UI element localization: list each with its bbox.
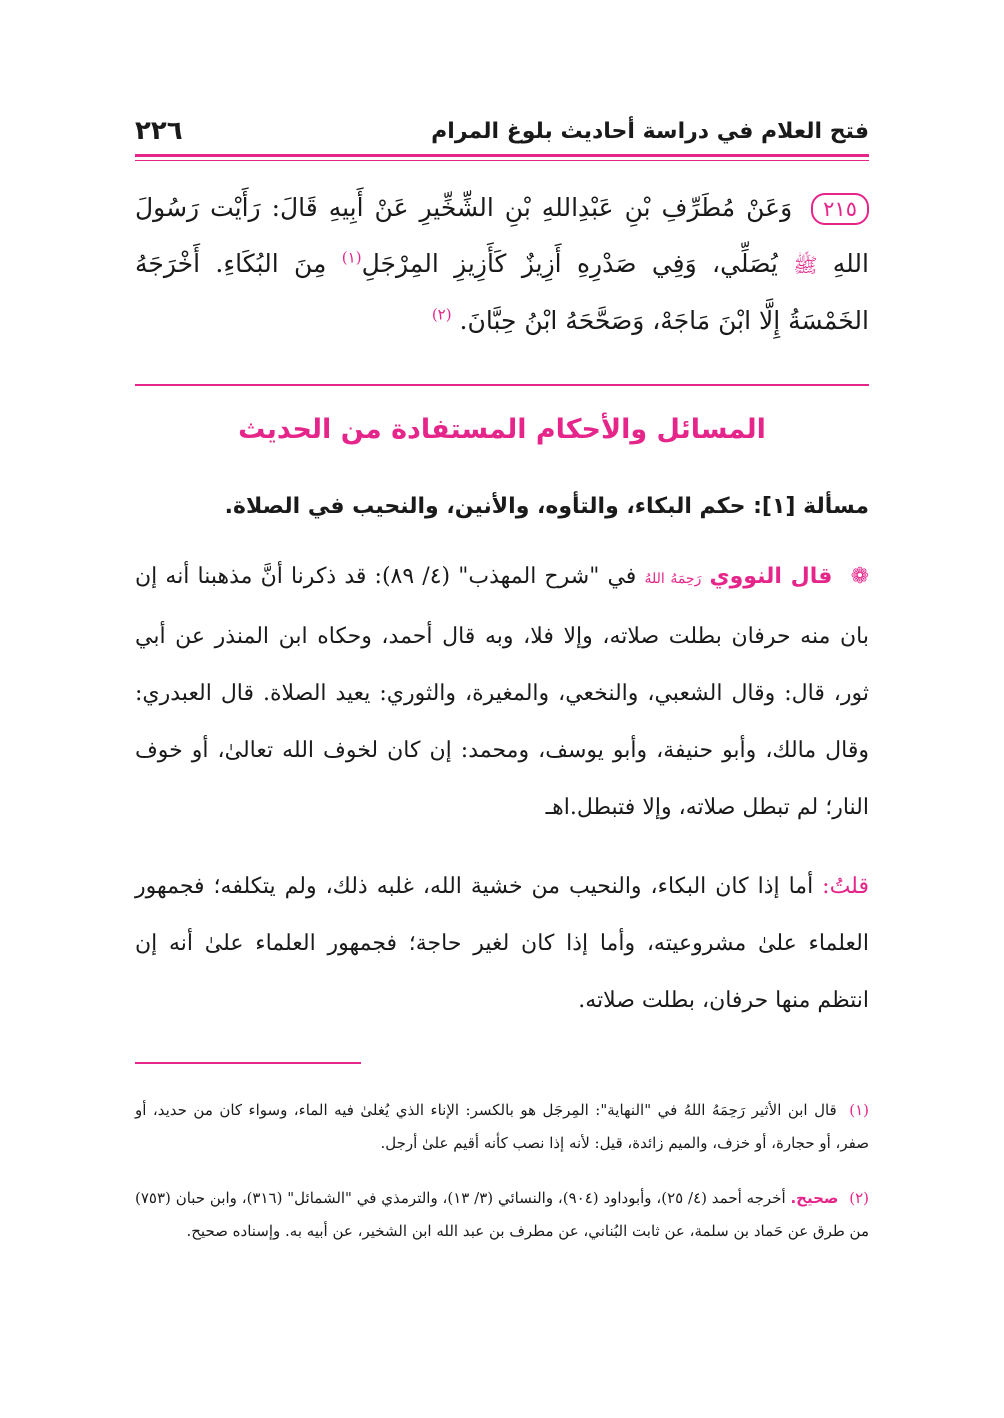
book-title: فتح العلام في دراسة أحاديث بلوغ المرام: [431, 118, 869, 144]
footnote-ref-2[interactable]: (٢): [431, 305, 452, 324]
footnote-number: (٢): [849, 1189, 870, 1207]
nawawi-speaker: قال النووي: [709, 564, 833, 589]
footnote-number: (١): [849, 1101, 869, 1119]
footnote-grade: صحيح.: [790, 1189, 839, 1207]
hadith-divider: [135, 384, 869, 386]
nawawi-text: في "شرح المهذب" (٤/ ٨٩): قد ذكرنا أنَّ مذهبنا أنه إن بان منه حرفان بطلت صلاته، وإلا فلا، وبه قال أحمد، وحكاه ابن المنذر عن أبي ثور، قال: وقال الشعبي، والنخعي، والمغيرة، والثوري: يعيد الصلاة. قال العبدري: وقال مالك، وأبو حنيفة، وأبو يوسف، ومحمد: إن كان لخوف الله تعالىٰ، أو خوف النار؛ لم تبطل صلاته، وإلا فتبطل.اهـ: [135, 564, 869, 820]
nawawi-paragraph: [135, 548, 869, 836]
issue-label: مسألة [١]:: [753, 494, 869, 519]
footnote-text: قال ابن الأثير رَحِمَهُ اللهُ في "النهاية": المِرجَل هو بالكسر: الإناء الذي يُغلىٰ فيه الماء، وسواء كان من حديد، أو صفر، أو حجارة، أو خزف، والميم زائدة، قيل: لأنه إذا نصب كأنه أقيم علىٰ أرجل.: [135, 1101, 869, 1152]
page-number: ٢٢٦: [135, 116, 183, 146]
issue-heading: [135, 494, 869, 519]
header-rule: [135, 154, 869, 157]
header-rule-thin: [135, 160, 869, 161]
footnote-ref-1[interactable]: (١): [341, 248, 362, 267]
hadith-number: ٢١٥: [811, 193, 869, 225]
hadith-text-part-2: يُصَلِّي، وَفِي صَدْرِهِ أَزِيزٌ كَأَزِيزِ المِرْجَلِ: [361, 249, 778, 278]
flower-bullet-icon: ❁: [850, 564, 869, 589]
issue-title: حكم البكاء، والتأوه، والأنين، والنحيب في الصلاة.: [224, 494, 746, 519]
hadith-text-part-1: وَعَنْ مُطَرِّفِ بْنِ عَبْدِاللهِ بْنِ الشِّخِّيرِ عَنْ أَبِيهِ قَالَ: رَأَيْت رَسُولَ اللهِ: [135, 193, 869, 278]
hadith-text-part-3: مِنَ البُكَاءِ. أَخْرَجَهُ الخَمْسَةُ إِلَّا ابْنَ مَاجَهْ، وَصَحَّحَهُ ابْنُ حِبَّانَ.: [135, 249, 869, 335]
footnote-divider: [135, 1062, 361, 1064]
section-title: المسائل والأحكام المستفادة من الحديث: [238, 414, 766, 445]
comment-text: أما إذا كان البكاء، والنحيب من خشية الله، غلبه ذلك، ولم يتكلفه؛ فجمهور العلماء علىٰ مشروعيته، وأما إذا كان لغير حاجة؛ فجمهور العلماء علىٰ أنه إن انتظم منها حرفان، بطلت صلاته.: [135, 874, 869, 1013]
footnote-text: أخرجه أحمد (٤/ ٢٥)، وأبوداود (٩٠٤)، والنسائي (٣/ ١٣)، والترمذي في "الشمائل" (٣١٦)، وابن حبان (٧٥٣) من طرق عن حَماد بن سلمة، عن ثابت البُناني، عن مطرف بن عبد الله ابن الشخير، عن أبيه به. وإسناده صحيح.: [135, 1189, 869, 1240]
footnote-1: [135, 1094, 869, 1160]
comment-label: قلتُ:: [822, 874, 869, 899]
comment-paragraph: [135, 858, 869, 1029]
running-header: [135, 108, 869, 154]
hadith-text: [135, 180, 869, 349]
salawat-icon: ﷺ: [793, 253, 818, 277]
rahimahullah-icon: رَحِمَهُ اللهُ: [644, 571, 702, 587]
footnote-2: [135, 1182, 869, 1248]
